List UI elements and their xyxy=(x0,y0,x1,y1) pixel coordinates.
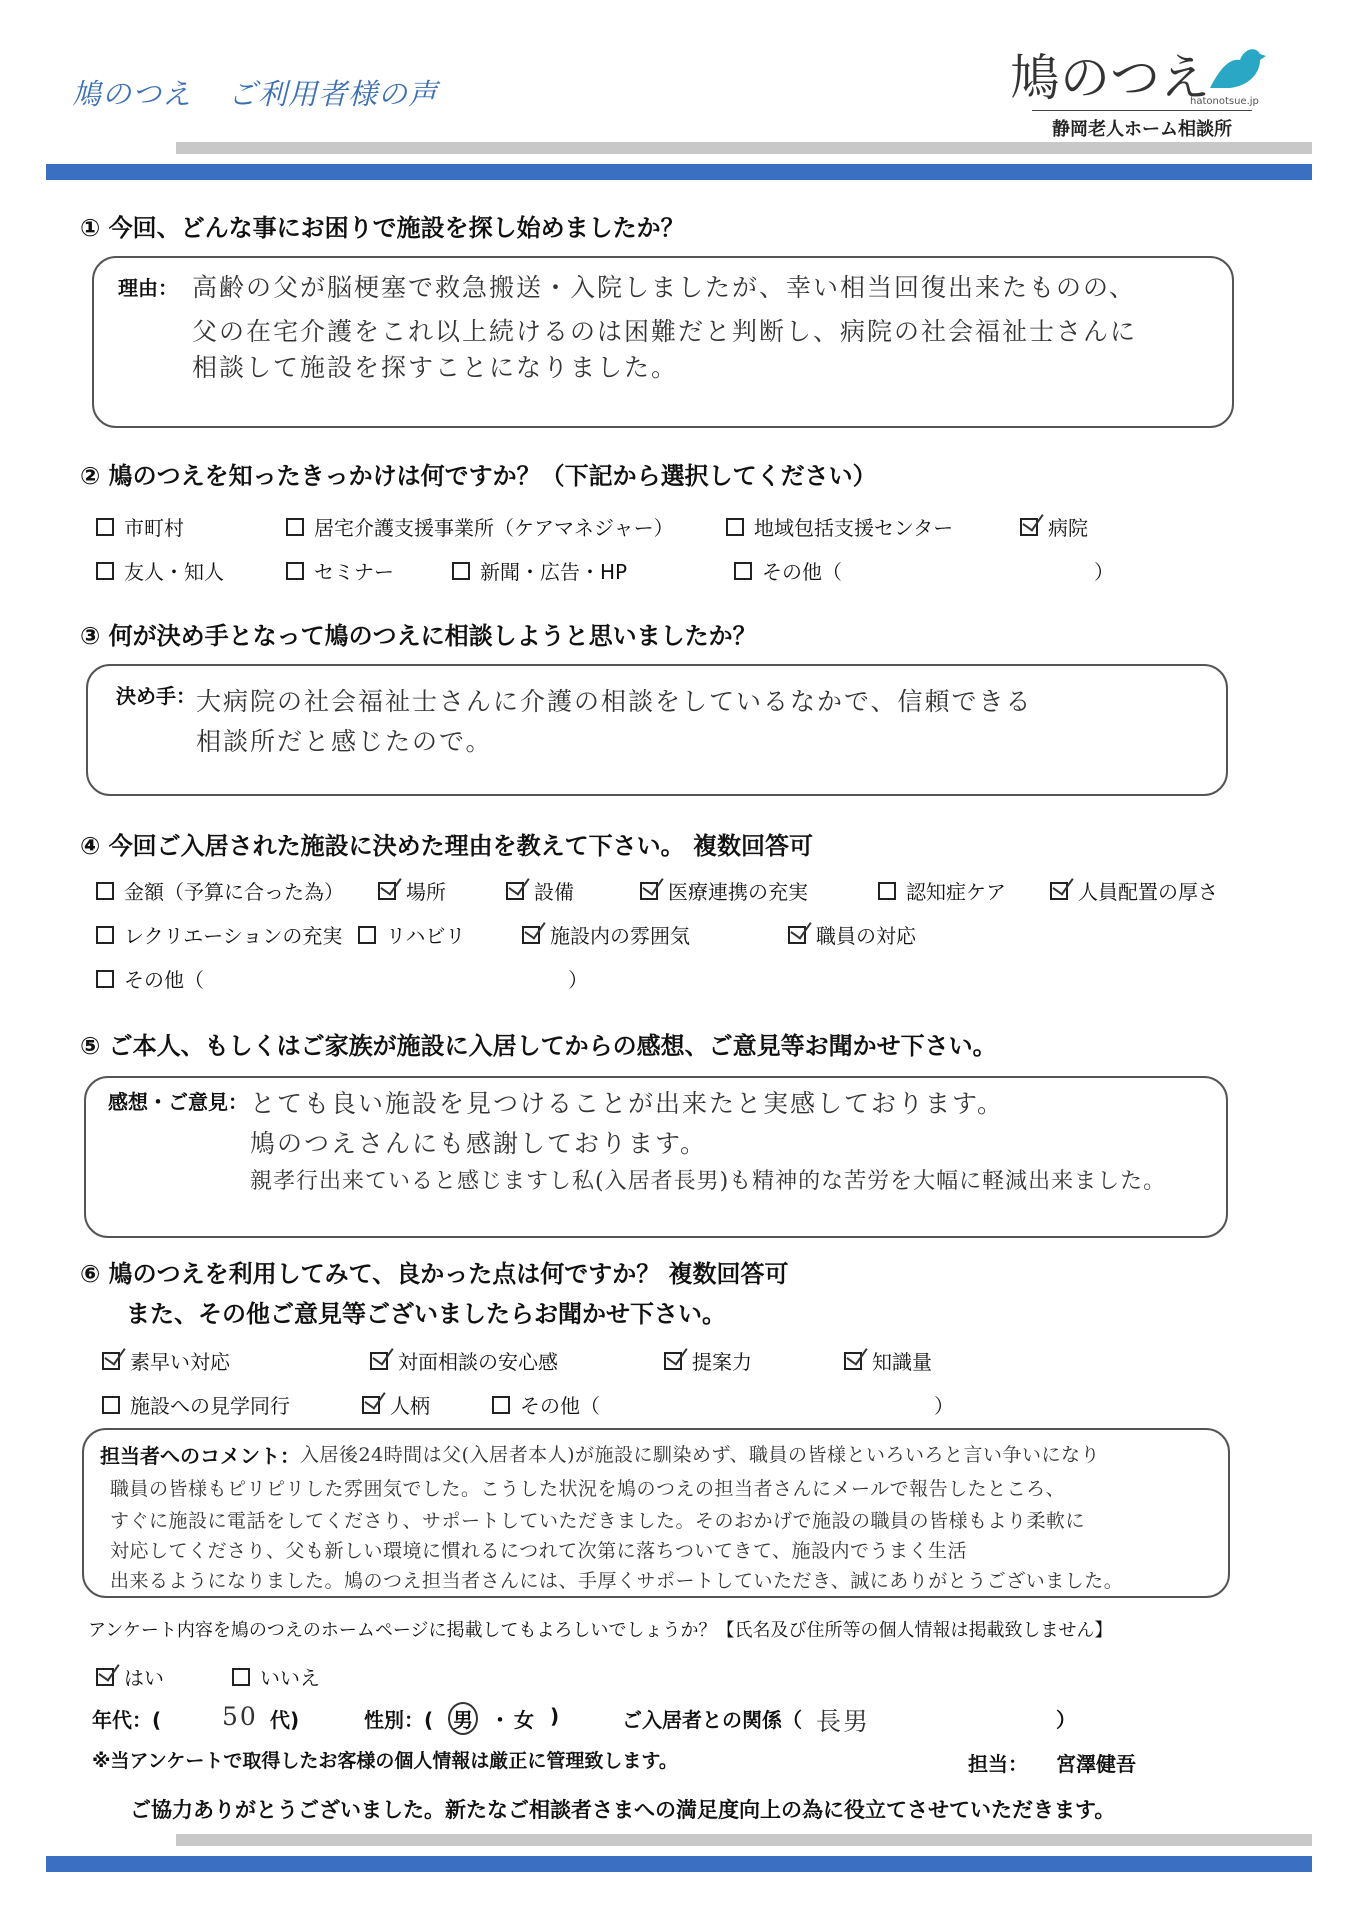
relation-label: ご入居者との関係（ xyxy=(622,1708,802,1732)
checkbox-icon[interactable] xyxy=(96,562,114,580)
option-label: 病院 xyxy=(1048,516,1088,540)
title-brand: 鳩のつえ xyxy=(72,77,193,111)
checkbox-checked-icon[interactable] xyxy=(1050,882,1068,900)
option-label: その他（ xyxy=(520,1394,600,1418)
gender-label: 性別：( xyxy=(364,1708,434,1732)
q4-other-close: ） xyxy=(568,968,588,992)
q4-option-medical[interactable] xyxy=(640,876,808,905)
logo-subtitle: 静岡老人ホーム相談所 xyxy=(1032,110,1252,141)
option-label: 施設内の雰囲気 xyxy=(550,924,690,948)
q2-option-other[interactable] xyxy=(734,556,842,585)
footer-bar-gray xyxy=(176,1834,1312,1846)
q4-option-atmosphere[interactable] xyxy=(522,920,690,949)
checkbox-checked-icon[interactable] xyxy=(96,1668,114,1686)
checkbox-icon[interactable] xyxy=(734,562,752,580)
checkbox-icon[interactable] xyxy=(102,1396,120,1414)
relation-close: ） xyxy=(1056,1708,1076,1732)
option-label: 人員配置の厚さ xyxy=(1078,880,1218,904)
option-label: はい xyxy=(124,1666,164,1690)
title-voice: ご利用者様の声 xyxy=(228,77,439,111)
option-label: 金額（予算に合った為） xyxy=(124,880,344,904)
option-label: セミナー xyxy=(314,560,394,584)
q3-answer-line: 大病院の社会福祉士さんに介護の相談をしているなかで、信頼できる xyxy=(196,687,1033,716)
q3-question: ③ 何が決め手となって鳩のつえに相談しようと思いましたか？ xyxy=(80,622,757,650)
checkbox-checked-icon[interactable] xyxy=(664,1352,682,1370)
logo-name: 鳩のつえ xyxy=(1010,49,1210,107)
gender-male-option[interactable] xyxy=(448,1702,478,1735)
option-label: レクリエーションの充実 xyxy=(124,924,343,948)
checkbox-checked-icon[interactable] xyxy=(522,926,540,944)
staff-label: 担当： xyxy=(968,1752,1028,1776)
q4-option-other[interactable] xyxy=(96,964,204,993)
q6-comment-line: 職員の皆様もピリピリした雰囲気でした。こうした状況を鳩のつえの担当者さんにメールで報告したところ、 xyxy=(110,1478,1066,1500)
publish-no[interactable] xyxy=(232,1662,320,1691)
q6-option-tour[interactable] xyxy=(102,1390,290,1419)
survey-title xyxy=(72,72,474,113)
option-label: 施設への見学同行 xyxy=(130,1394,290,1418)
option-label: リハビリ xyxy=(386,924,466,948)
privacy-note: ※当アンケートで取得したお客様の個人情報は厳正に管理致します。 xyxy=(92,1750,678,1772)
q2-option-center[interactable] xyxy=(726,512,953,541)
header-bar-gray xyxy=(176,142,1312,154)
q1-answer-line: 相談して施設を探すことになりました。 xyxy=(192,353,679,382)
q5-question: ⑤ ご本人、もしくはご家族が施設に入居してからの感想、ご意見等お聞かせ下さい。 xyxy=(80,1032,997,1060)
q1-answer-line: 父の在宅介護をこれ以上続けるのは困難だと判断し、病院の社会福祉士さんに xyxy=(192,317,1138,346)
q6-other-close: ） xyxy=(934,1394,954,1418)
option-label: その他（ xyxy=(762,560,842,584)
checkbox-icon[interactable] xyxy=(726,518,744,536)
option-label: 友人・知人 xyxy=(124,560,224,584)
checkbox-icon[interactable] xyxy=(286,518,304,536)
staff-name: 宮澤健吾 xyxy=(1056,1752,1136,1776)
q2-option-caremanager[interactable] xyxy=(286,512,674,541)
q2-option-friend[interactable] xyxy=(96,556,224,585)
checkbox-checked-icon[interactable] xyxy=(640,882,658,900)
gender-separator: ・ xyxy=(490,1708,510,1732)
checkbox-checked-icon[interactable] xyxy=(370,1352,388,1370)
q6-comment-line: 入居後24時間は父(入居者本人)が施設に馴染めず、職員の皆様といろいろと言い争いになり xyxy=(300,1444,1100,1466)
option-label: 市町村 xyxy=(124,516,184,540)
checkbox-checked-icon[interactable] xyxy=(362,1396,380,1414)
q5-answer-line: 親孝行出来ていると感じますし私(入居者長男)も精神的な苦労を大幅に軽減出来ました。 xyxy=(250,1169,1167,1194)
thanks-message: ご協力ありがとうございました。新たなご相談者さまへの満足度向上の為に役立てさせていただきます。 xyxy=(130,1798,1116,1822)
option-label: 地域包括支援センター xyxy=(754,516,954,540)
q6-option-other[interactable] xyxy=(492,1390,600,1419)
option-label: その他（ xyxy=(124,968,204,992)
option-label: 設備 xyxy=(534,880,574,904)
age-suffix: 代) xyxy=(270,1708,300,1732)
q6-comment-line: 対応してくださり、父も新しい環境に慣れるにつれて次第に落ちついてきて、施設内でうまく生活 xyxy=(110,1540,968,1562)
option-label: いいえ xyxy=(260,1666,320,1690)
q6-question: ⑥ 鳩のつえを利用してみて、良かった点は何ですか？ 複数回答可 xyxy=(80,1260,789,1288)
checkbox-checked-icon[interactable] xyxy=(788,926,806,944)
q2-option-media[interactable] xyxy=(452,556,627,585)
age-label: 年代：( xyxy=(92,1708,162,1732)
q4-option-facility[interactable] xyxy=(506,876,574,905)
q1-label: 理由： xyxy=(118,276,178,300)
header-bar-blue xyxy=(46,164,1312,180)
option-label: 医療連携の充実 xyxy=(668,880,808,904)
gender-close: ) xyxy=(550,1704,560,1728)
option-label: 新聞・広告・HP xyxy=(480,560,628,584)
option-label: 居宅介護支援事業所（ケアマネジャー） xyxy=(314,516,674,540)
age-value[interactable]: 50 xyxy=(222,1702,258,1731)
q6-option-personality[interactable] xyxy=(362,1390,430,1419)
q4-option-price[interactable] xyxy=(96,876,344,905)
checkbox-icon[interactable] xyxy=(492,1396,510,1414)
relation-value[interactable]: 長男 xyxy=(816,1707,871,1736)
dove-icon xyxy=(1200,38,1270,98)
q4-option-staff[interactable] xyxy=(788,920,916,949)
q2-option-hospital[interactable] xyxy=(1020,512,1088,541)
option-label: 場所 xyxy=(406,880,446,904)
q6-option-proposal[interactable] xyxy=(664,1346,752,1375)
q5-answer-line: とても良い施設を見つけることが出来たと実感しております。 xyxy=(250,1089,1005,1118)
checkbox-checked-icon[interactable] xyxy=(506,882,524,900)
option-label: 人柄 xyxy=(390,1394,430,1418)
checkbox-icon[interactable] xyxy=(96,518,114,536)
option-label: 対面相談の安心感 xyxy=(398,1350,558,1374)
publish-question: アンケート内容を鳩のつえのホームページに掲載してもよろしいでしょうか？【氏名及び住所等の個人情報は掲載致しません】 xyxy=(88,1620,1113,1641)
logo-url: hatonotsue.jp xyxy=(1190,96,1259,107)
q4-question: ④ 今回ご入居された施設に決めた理由を教えて下さい。 複数回答可 xyxy=(80,832,814,860)
checkbox-icon[interactable] xyxy=(96,926,114,944)
q1-question: ① 今回、どんな事にお困りで施設を探し始めましたか？ xyxy=(80,214,685,242)
q2-other-close: ） xyxy=(1094,560,1114,584)
footer-bar-blue xyxy=(46,1856,1312,1872)
logo xyxy=(1010,38,1280,138)
q4-option-dementia[interactable] xyxy=(878,876,1006,905)
q5-label: 感想・ご意見： xyxy=(108,1090,248,1114)
q6-comment-line: すぐに施設に電話をしてくださり、サポートしていただきました。そのおかげで施設の職員の皆様もより柔軟に xyxy=(110,1510,1086,1532)
checkbox-icon[interactable] xyxy=(232,1668,250,1686)
q3-label: 決め手： xyxy=(116,684,196,708)
q4-option-rehab[interactable] xyxy=(358,920,465,949)
option-label: 知識量 xyxy=(872,1350,932,1374)
q6-option-speed[interactable] xyxy=(102,1346,230,1375)
checkbox-checked-icon[interactable] xyxy=(378,882,396,900)
q2-question: ② 鳩のつえを知ったきっかけは何ですか？（下記から選択してください） xyxy=(80,462,877,490)
q6-comment-label: 担当者へのコメント： xyxy=(100,1444,300,1468)
q6-comment-line: 出来るようになりました。鳩のつえ担当者さんには、手厚くサポートしていただき、誠にありがとうございました。 xyxy=(110,1570,1124,1592)
q4-option-recreation[interactable] xyxy=(96,920,342,949)
checkbox-icon[interactable] xyxy=(878,882,896,900)
q4-option-staffing[interactable] xyxy=(1050,876,1218,905)
checkbox-checked-icon[interactable] xyxy=(102,1352,120,1370)
q2-option-city[interactable] xyxy=(96,512,184,541)
q1-answer-line: 高齢の父が脳梗塞で救急搬送・入院しましたが、幸い相当回復出来たものの、 xyxy=(192,273,1137,302)
checkbox-icon[interactable] xyxy=(452,562,470,580)
q3-answer-line: 相談所だと感じたので。 xyxy=(196,727,493,756)
q2-option-seminar[interactable] xyxy=(286,556,394,585)
option-label: 職員の対応 xyxy=(816,924,916,948)
option-label: 認知症ケア xyxy=(906,880,1006,904)
gender-female-option[interactable]: 女 xyxy=(514,1708,534,1732)
checkbox-icon[interactable] xyxy=(358,926,376,944)
q5-answer-line: 鳩のつえさんにも感謝しております。 xyxy=(250,1129,708,1158)
checkbox-icon[interactable] xyxy=(286,562,304,580)
checkbox-checked-icon[interactable] xyxy=(844,1352,862,1370)
option-label: 提案力 xyxy=(692,1350,752,1374)
checkbox-icon[interactable] xyxy=(96,882,114,900)
q6-option-knowledge[interactable] xyxy=(844,1346,932,1375)
option-label: 素早い対応 xyxy=(130,1350,230,1374)
q4-option-location[interactable] xyxy=(378,876,446,905)
gender-male-circled: 男 xyxy=(448,1702,478,1735)
checkbox-checked-icon[interactable] xyxy=(1020,518,1038,536)
publish-yes[interactable] xyxy=(96,1662,164,1691)
checkbox-icon[interactable] xyxy=(96,970,114,988)
q6-option-faceto[interactable] xyxy=(370,1346,558,1375)
q6-question2: また、その他ご意見等ございましたらお聞かせ下さい。 xyxy=(126,1300,726,1328)
